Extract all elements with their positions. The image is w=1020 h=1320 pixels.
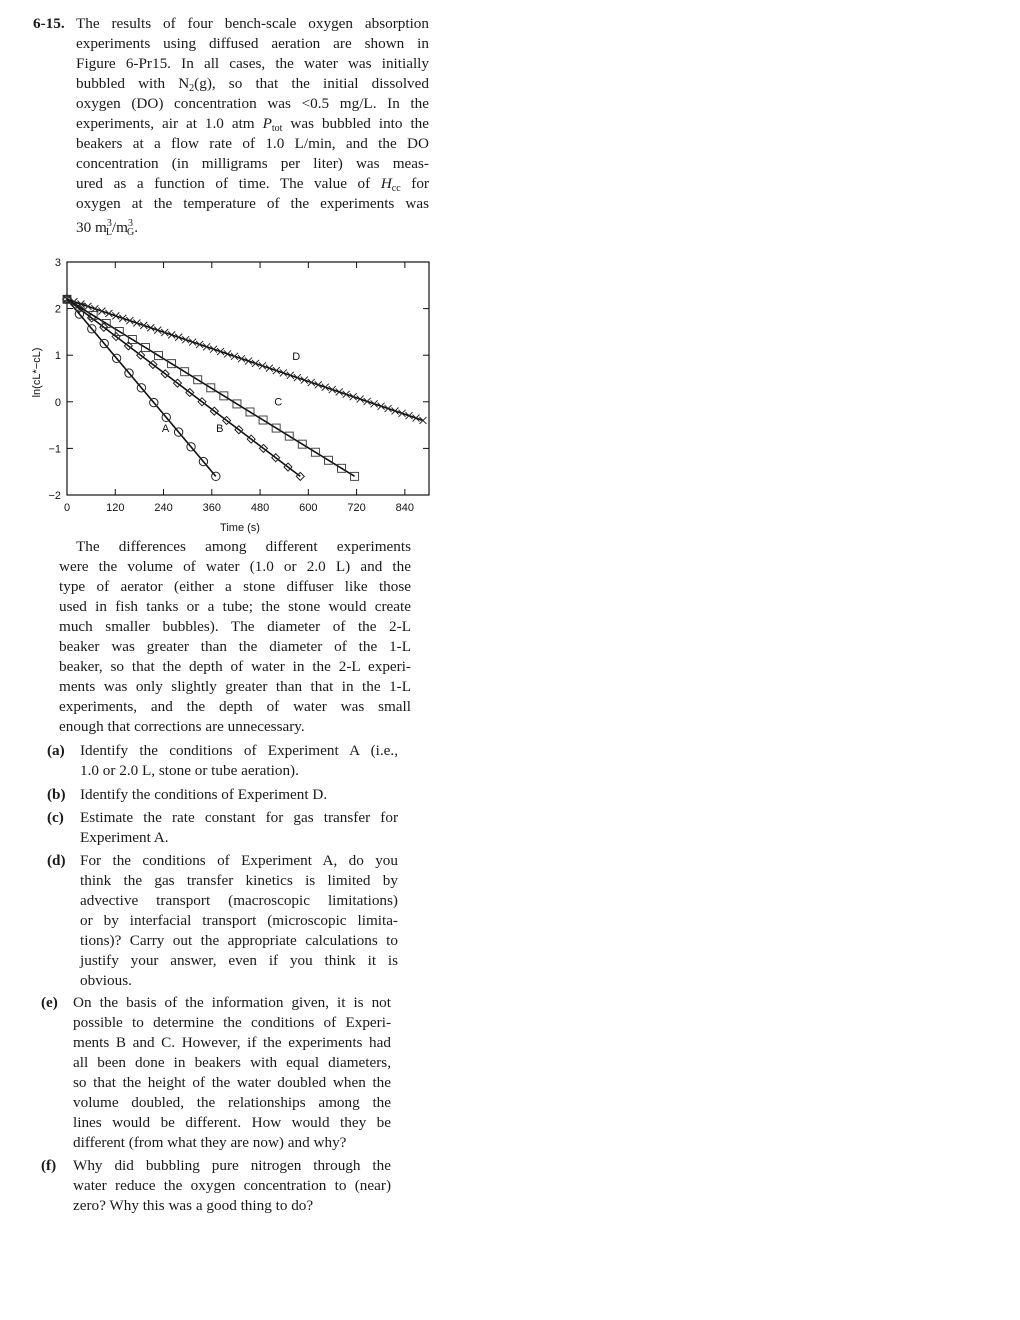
chart-frame: [67, 262, 429, 495]
question-line: advective transport (macroscopic limitations): [80, 892, 398, 909]
diff-line: type of aerator (either a stone diffuser like those: [59, 578, 411, 595]
x-tick-label: 120: [106, 502, 125, 514]
question-label: (f): [41, 1157, 57, 1174]
x-tick-label: 720: [347, 502, 366, 514]
question-line: Identify the conditions of Experiment D.: [80, 786, 328, 803]
y-axis-label: ln(cL*−cL): [31, 347, 43, 398]
diff-line: used in fish tanks or a tube; the stone would create: [59, 598, 411, 615]
intro-line: oxygen at the temperature of the experiments was: [76, 195, 429, 212]
problem-intro: [76, 14, 429, 238]
question-line: possible to determine the conditions of Experi-: [73, 1014, 391, 1031]
intro-line: Figure 6-Pr15. In all cases, the water was initially: [76, 55, 429, 72]
question-line: Estimate the rate constant for gas transfer for: [80, 809, 398, 826]
intro-line: concentration (in milligrams per liter) was meas-: [76, 155, 429, 172]
chart-ticks: [31, 257, 429, 534]
y-tick-label: 2: [54, 303, 61, 316]
question-text: [80, 785, 398, 805]
intro-line: oxygen (DO) concentration was <0.5 mg/L. In the: [76, 95, 429, 112]
question-label: (a): [47, 742, 65, 759]
problem-number: 6-15.: [33, 15, 65, 32]
diff-line: experiments, and the depth of water was small: [59, 698, 411, 715]
y-tick-label: 0: [54, 396, 61, 409]
series-C: [63, 295, 359, 480]
question-line: lines would be different. How would they be: [73, 1114, 391, 1131]
question-line: different (from what they are now) and why?: [73, 1134, 347, 1151]
chart-labels: [162, 351, 300, 435]
chart-series: [63, 295, 427, 480]
x-tick-label: 600: [299, 502, 318, 514]
question-text: [80, 741, 398, 781]
question-line: zero? Why this was a good thing to do?: [73, 1197, 314, 1214]
y-tick-label: 1: [54, 350, 61, 363]
question-line: water reduce the oxygen concentration to (near): [73, 1177, 391, 1194]
intro-line-hcc: ured as a function of time. The value of $H_{cc}$ for: [76, 175, 429, 194]
question-line: For the conditions of Experiment A, do you: [80, 852, 398, 869]
question-line: think the gas transfer kinetics is limited by: [80, 872, 398, 889]
y-tick-label: −1: [48, 443, 61, 456]
diff-line: beaker was greater than the diameter of the 1-L: [59, 638, 411, 655]
intro-line: beakers at a flow rate of 1.0 L/min, and the DO: [76, 135, 429, 152]
x-tick-label: 0: [63, 502, 71, 514]
x-tick-label: 840: [395, 502, 415, 514]
diff-line: beaker, so that the depth of water in the 2-L experi-: [59, 658, 411, 675]
question-line: Identify the conditions of Experiment A (i.e.,: [80, 742, 398, 759]
question-line: 1.0 or 2.0 L, stone or tube aeration).: [80, 762, 299, 779]
question-line: obvious.: [80, 972, 132, 989]
intro-line: experiments using diffused aeration are shown in: [76, 35, 429, 52]
question-line: Experiment A.: [80, 829, 169, 846]
series-label-B: B: [216, 423, 224, 436]
intro-line-ptot: experiments, air at 1.0 atm $P_{tot}$ was bubbled into the: [76, 115, 429, 134]
intro-line-n2: bubbled with $N_2(g)$, so that the initial dissolved: [76, 75, 429, 94]
plot-border: [67, 262, 429, 495]
question-line: ments B and C. However, if the experiments had: [73, 1034, 391, 1051]
series-label-A: A: [161, 423, 170, 436]
question-line: volume doubled, the relationships among the: [73, 1094, 391, 1111]
series-label-D: D: [292, 350, 301, 363]
question-label: (c): [47, 809, 64, 826]
question-line: On the basis of the information given, it is not: [73, 994, 391, 1011]
intro-line-units: 30 $m^3_L/m^3_G$.: [76, 218, 138, 238]
x-axis-label: Time (s): [220, 522, 260, 534]
y-tick-label: 3: [54, 257, 61, 269]
question-line: or by interfacial transport (microscopic limita-: [80, 912, 398, 929]
question-text: [80, 808, 398, 848]
question-label: (e): [41, 994, 58, 1011]
diff-line: ments was only slightly greater than that in the 1-L: [59, 678, 411, 695]
diff-line: enough that corrections are unnecessary.: [59, 718, 305, 735]
question-line: justify your answer, even if you think it is: [80, 952, 398, 969]
intro-line: The results of four bench-scale oxygen absorption: [76, 15, 429, 32]
diff-line: much smaller bubbles). The diameter of the 2-L: [59, 618, 411, 635]
differences-paragraph: [59, 537, 411, 737]
series-label-C: C: [274, 396, 283, 409]
question-text: [80, 851, 398, 991]
question-text: [73, 1156, 391, 1216]
question-line: Why did bubbling pure nitrogen through the: [73, 1157, 391, 1174]
series-B: [63, 295, 304, 480]
question-label: (b): [47, 786, 66, 803]
question-line: so that the height of the water doubled when the: [73, 1074, 391, 1091]
question-line: all been done in beakers with equal diameters,: [73, 1054, 391, 1071]
x-tick-label: 240: [154, 502, 173, 514]
x-tick-label: 360: [202, 502, 221, 514]
question-line: tions)? Carry out the appropriate calculations to: [80, 932, 398, 949]
y-tick-label: −2: [48, 490, 61, 502]
question-label: (d): [47, 852, 66, 869]
figure-6-pr15-chart: [0, 250, 450, 540]
x-tick-label: 480: [250, 502, 270, 514]
question-text: [73, 993, 391, 1153]
diff-line: The differences among different experiments: [76, 538, 411, 555]
diff-line: were the volume of water (1.0 or 2.0 L) and the: [59, 558, 411, 575]
